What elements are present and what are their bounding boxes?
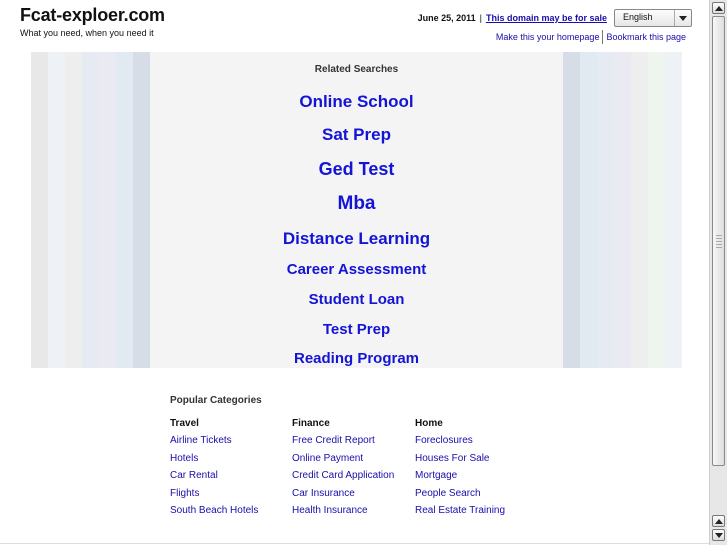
site-tagline: What you need, when you need it [20, 28, 154, 38]
left-decorative-stripes [31, 52, 150, 368]
category-column-finance [292, 415, 394, 520]
vertical-scrollbar[interactable] [709, 0, 727, 545]
related-search-link[interactable]: Career Assessment [286, 261, 427, 278]
chevron-down-icon [679, 16, 687, 21]
decorative-stripe [48, 52, 65, 368]
related-searches-heading: Related Searches [314, 64, 399, 75]
category-title: Travel [170, 418, 199, 429]
related-search-link[interactable]: Test Prep [322, 321, 391, 338]
arrow-up-icon [715, 6, 723, 11]
decorative-stripe [648, 52, 665, 368]
category-link[interactable]: Hotels [170, 452, 199, 464]
decorative-stripe [133, 52, 150, 368]
related-search-link[interactable]: Sat Prep [322, 125, 391, 144]
category-link[interactable]: People Search [415, 487, 481, 499]
decorative-stripe [31, 52, 48, 368]
category-link[interactable]: Mortgage [415, 470, 458, 481]
category-link[interactable]: Health Insurance [292, 505, 368, 516]
decorative-stripe [597, 52, 614, 368]
language-select-value: English [623, 12, 653, 22]
header-right [418, 9, 692, 27]
grip-icon [716, 235, 722, 249]
category-column-travel [170, 415, 258, 520]
decorative-stripe [82, 52, 99, 368]
arrow-down-icon [715, 533, 723, 538]
category-link[interactable]: Real Estate Training [415, 505, 506, 516]
site-title[interactable]: Fcat-exploer.com [20, 5, 165, 25]
header-links [496, 30, 686, 44]
category-title: Finance [292, 418, 330, 429]
link-divider [602, 30, 603, 44]
category-link[interactable]: Flights [170, 487, 200, 499]
decorative-stripe [99, 52, 116, 368]
bottom-divider [0, 543, 709, 544]
domain-for-sale-link[interactable]: This domain may be for sale [485, 13, 607, 23]
related-searches-panel [31, 52, 682, 368]
decorative-stripe [116, 52, 133, 368]
category-column-home [415, 415, 505, 520]
language-select[interactable] [614, 9, 692, 27]
scroll-up-button[interactable] [712, 2, 725, 14]
category-link[interactable]: Free Credit Report [292, 435, 375, 446]
header-date: June 25, 2011 [417, 13, 476, 23]
related-search-link[interactable]: Mba [337, 193, 376, 214]
language-dropdown-button[interactable] [674, 10, 691, 26]
header-separator: | [479, 13, 482, 23]
right-decorative-stripes [563, 52, 682, 368]
bookmark-link[interactable]: Bookmark this page [606, 32, 686, 42]
scroll-up-button-lower[interactable] [712, 515, 725, 527]
category-link[interactable]: Car Rental [170, 470, 218, 481]
make-homepage-link[interactable]: Make this your homepage [495, 32, 600, 42]
scrollbar-thumb[interactable] [712, 16, 725, 466]
scroll-down-button[interactable] [712, 529, 725, 541]
related-searches-list [151, 86, 562, 374]
category-link[interactable]: Online Payment [292, 452, 364, 464]
decorative-stripe [614, 52, 631, 368]
related-search-link[interactable]: Online School [299, 92, 414, 111]
decorative-stripe [631, 52, 648, 368]
decorative-stripe [563, 52, 580, 368]
category-title: Home [415, 418, 443, 429]
related-search-link[interactable]: Distance Learning [282, 229, 431, 248]
decorative-stripe [65, 52, 82, 368]
related-search-link[interactable]: Reading Program [293, 350, 420, 367]
related-search-link[interactable]: Student Loan [308, 291, 405, 308]
decorative-stripe [665, 52, 682, 368]
category-link[interactable]: South Beach Hotels [170, 505, 259, 516]
category-link[interactable]: Car Insurance [292, 487, 355, 499]
related-search-link[interactable]: Ged Test [318, 159, 395, 179]
decorative-stripe [580, 52, 597, 368]
category-link[interactable]: Airline Tickets [170, 435, 232, 446]
category-link[interactable]: Houses For Sale [415, 452, 490, 464]
popular-categories-heading: Popular Categories [170, 395, 262, 406]
category-link[interactable]: Credit Card Application [292, 470, 395, 481]
category-link[interactable]: Foreclosures [415, 435, 473, 446]
arrow-up-icon [715, 519, 723, 524]
